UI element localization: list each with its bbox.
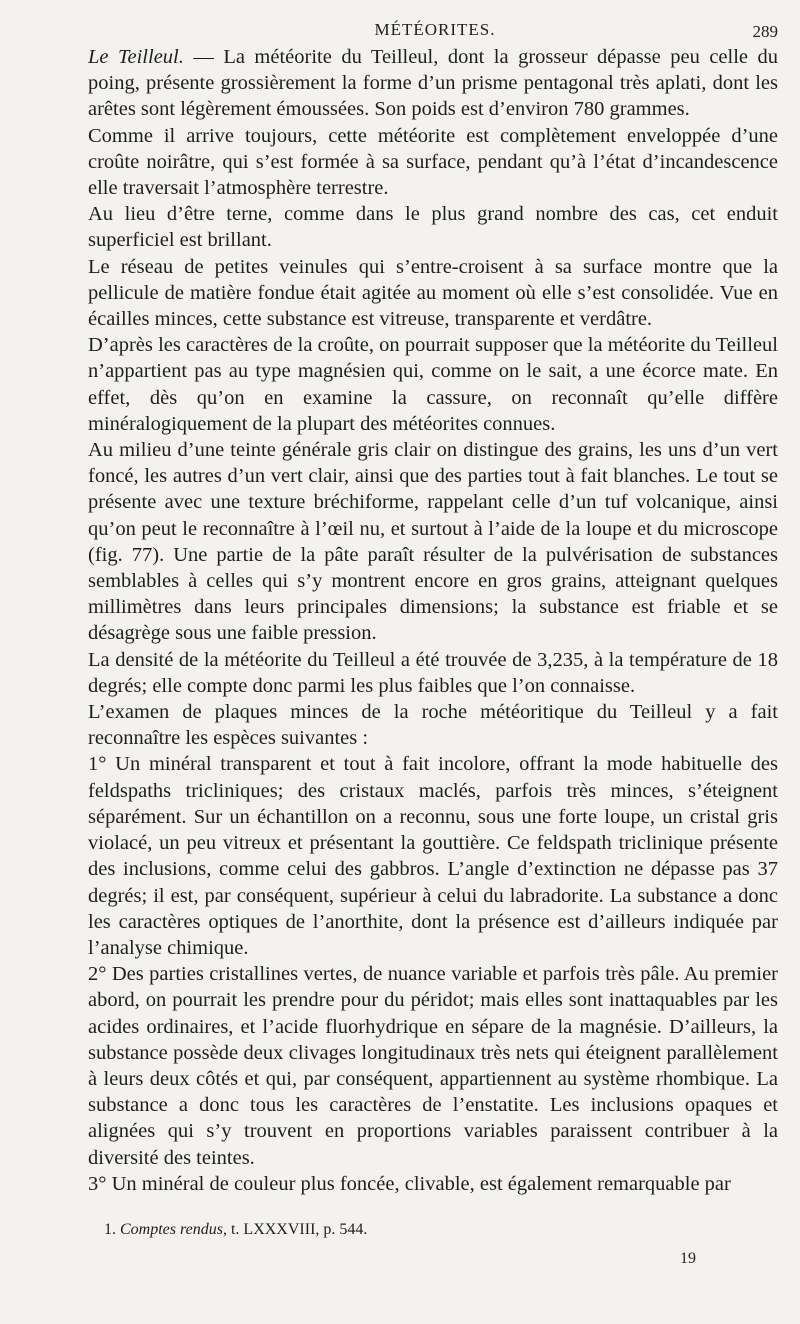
page-title: MÉTÉORITES.	[374, 20, 496, 39]
paragraph-item-1: 1° Un minéral transparent et tout à fait incolore, offrant la mode habituelle des feldspaths tricliniques; des cristaux maclés, parfois très minces, s’éteignent séparément. Sur un échantillon on a reconnu, sous une forte loupe, un cristal gris violacé, un peu vitreux et présentant la gouttière. Ce feldspath triclinique présente des inclusions, comme celui des gabbros. L’angle d’extinction ne dépasse pas 37 degrés; il est, par conséquent, supérieur à celui du labradorite. La substance a donc les caractères optiques de l’anorthite, dont la présence est d’ailleurs indiquée par l’analyse chimique.	[88, 753, 778, 959]
paragraph-item-2: 2° Des parties cristallines vertes, de nuance variable et parfois très pâle. Au premier abord, on pourrait les prendre pour du péridot; mais elles sont inattaquables par les acides ordinaires, et l’acide fluorhydrique en sépare de la magnésie. D’ailleurs, la substance possède deux clivages longitudinaux très nets qui éteignent parallèlement à leurs deux côtés et qui, par conséquent, appartiennent au système rhombique. La substance a donc tous les caractères de l’enstatite. Les inclusions opaques et alignées qui s’y trouvent en proportions variables paraissent contribuer à la diversité des teintes.	[88, 963, 778, 1169]
running-head	[88, 14, 778, 44]
footnote-number: 1.	[104, 1221, 116, 1238]
footnote-rest: , t. LXXXVIII, p. 544.	[222, 1221, 368, 1238]
paragraph-text: — La météorite du Teilleul, dont la grosseur dépasse peu celle du poing, présente grossièrement la forme d’un prisme pentagonal très aplati, dont les arêtes sont légèrement émoussées. Son poids est d’environ 780 grammes.	[88, 46, 778, 121]
paragraph: Comme il arrive toujours, cette météorite est complètement enveloppée d’une croûte noirâtre, qui s’est formée à sa surface, pendant qu’à l’état d’incandescence elle traversait l’atmosphère terrestre.	[88, 124, 778, 200]
footnote-source: Comptes rendus	[120, 1221, 223, 1238]
paragraph: L’examen de plaques minces de la roche météoritique du Teilleul y a fait reconnaître les espèces suivantes :	[88, 701, 778, 750]
paragraph-lead: Le Teilleul.	[88, 46, 184, 68]
body-text	[88, 44, 778, 1197]
paragraph: La densité de la météorite du Teilleul a été trouvée de 3,235, à la température de 18 degrés; elle compte donc parmi les plus faibles que l’on connaisse.	[88, 648, 778, 697]
paragraph: Au lieu d’être terne, comme dans le plus grand nombre des cas, cet enduit superficiel est brillant.	[88, 203, 778, 252]
paragraph: D’après les caractères de la croûte, on pourrait supposer que la météorite du Teilleul n’appartient pas au type magnésien qui, comme on le sait, a une écorce mate. En effet, dès qu’on en examine la cassure, on reconnaît qu’elle diffère minéralogiquement de la plupart des météorites connues.	[88, 334, 778, 435]
paragraph-le-teilleul	[88, 44, 778, 123]
footnote	[104, 1221, 367, 1239]
paragraph: Au milieu d’une teinte générale gris clair on distingue des grains, les uns d’un vert foncé, les autres d’un vert clair, ainsi que des parties tout à fait blanches. Le tout se présente avec une texture bréchiforme, rappelant celle d’un tuf volcanique, ainsi qu’on peut le reconnaître à l’œil nu, et surtout à l’aide de la loupe et du microscope (fig. 77). Une partie de la pâte paraît résulter de la pulvérisation de substances semblables à celles qui s’y montrent encore en gros grains, atteignant quelques millimètres dans leurs principales dimensions; la substance est friable et se désagrège sous une faible pression.	[88, 439, 778, 645]
page-number: 289	[752, 22, 778, 41]
paragraph-item-3: 3° Un minéral de couleur plus foncée, clivable, est également remarquable par	[88, 1172, 731, 1195]
paragraph: Le réseau de petites veinules qui s’entre-croisent à sa surface montre que la pellicule de matière fondue était agitée au moment où elle s’est consolidée. Vue en écailles minces, cette substance est vitreuse, transparente et verdâtre.	[88, 255, 778, 331]
printer-signature: 19	[680, 1250, 696, 1267]
